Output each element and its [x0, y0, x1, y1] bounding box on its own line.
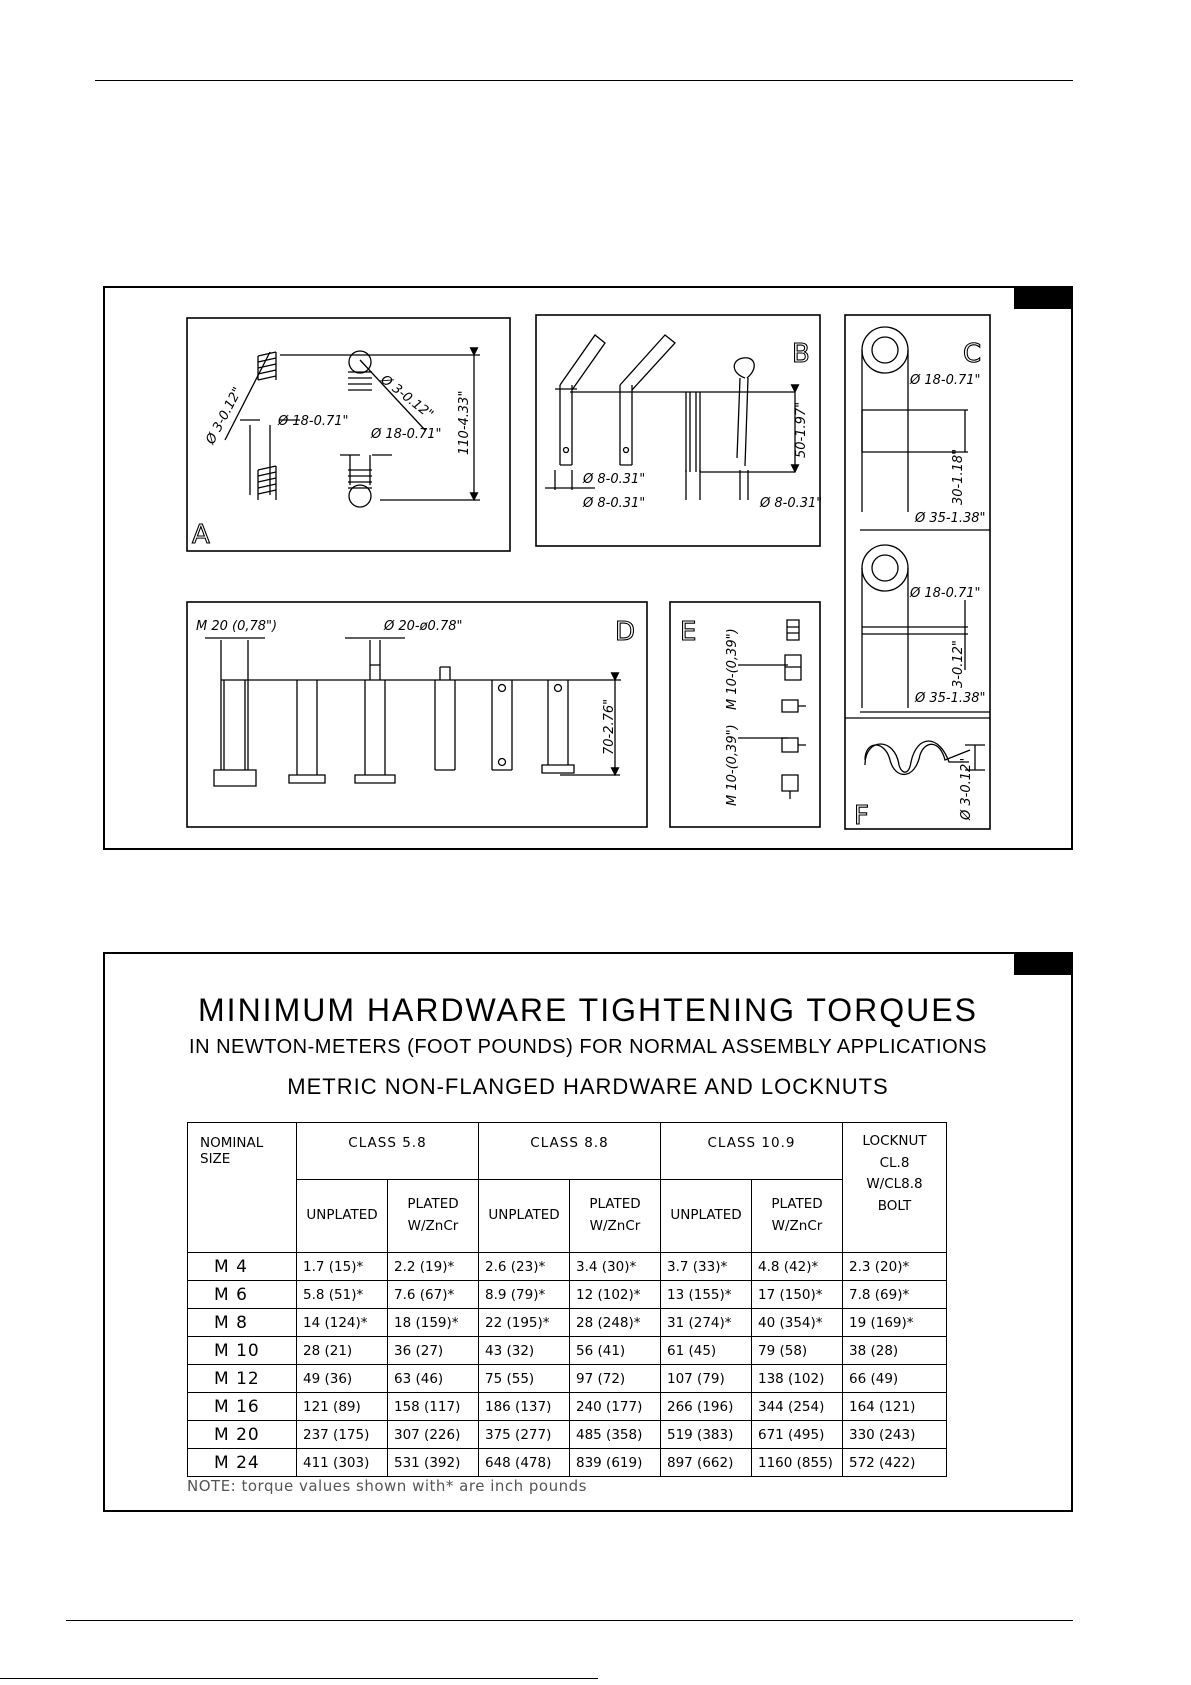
header-unplated: UNPLATED — [297, 1180, 388, 1253]
panel-letter-d: D — [615, 617, 636, 647]
dimension-label: Ø 35-1.38" — [915, 691, 986, 706]
torque-value-cell: 531 (392) — [388, 1449, 479, 1477]
header-locknut: LOCKNUT CL.8 W/CL8.8 BOLT — [843, 1123, 947, 1253]
dimension-label: 110-4.33" — [457, 390, 472, 455]
torque-value-cell: 7.8 (69)* — [843, 1281, 947, 1309]
dimension-label: 70-2.76" — [602, 698, 617, 755]
locknut-icon — [782, 700, 806, 799]
torque-table — [187, 1122, 947, 1477]
torque-value-cell: 8.9 (79)* — [479, 1281, 570, 1309]
panel-letter-b: B — [792, 339, 810, 369]
dimension-label: M 10-(0,39") — [725, 628, 740, 710]
torque-value-cell: 79 (58) — [752, 1337, 843, 1365]
torque-value-cell: 19 (169)* — [843, 1309, 947, 1337]
torque-value-cell: 3.7 (33)* — [661, 1253, 752, 1281]
dimension-label: Ø 8-0.31" — [583, 496, 646, 511]
table-row — [188, 1421, 947, 1449]
pin-icon — [435, 667, 455, 770]
torque-value-cell: 375 (277) — [479, 1421, 570, 1449]
torque-value-cell: 330 (243) — [843, 1421, 947, 1449]
dimension-label: Ø 3-0.12" — [377, 372, 436, 423]
torque-value-cell: 138 (102) — [752, 1365, 843, 1393]
torque-value-cell: 13 (155)* — [661, 1281, 752, 1309]
torque-value-cell: 40 (354)* — [752, 1309, 843, 1337]
header-class-10-9: CLASS 10.9 — [661, 1123, 843, 1180]
torque-value-cell: 43 (32) — [479, 1337, 570, 1365]
size-cell: M 8 — [188, 1309, 297, 1337]
torque-value-cell: 1160 (855) — [752, 1449, 843, 1477]
dimension-label: Ø 3-0.12" — [959, 757, 974, 820]
torque-value-cell: 107 (79) — [661, 1365, 752, 1393]
size-cell: M 16 — [188, 1393, 297, 1421]
torque-value-cell: 572 (422) — [843, 1449, 947, 1477]
table-row — [188, 1365, 947, 1393]
torque-value-cell: 66 (49) — [843, 1365, 947, 1393]
size-cell: M 4 — [188, 1253, 297, 1281]
torque-value-cell: 839 (619) — [570, 1449, 661, 1477]
panel-letter-f: F — [854, 801, 869, 831]
torque-value-cell: 63 (46) — [388, 1365, 479, 1393]
torque-value-cell: 158 (117) — [388, 1393, 479, 1421]
bent-pin-icon — [555, 335, 605, 465]
torque-value-cell: 648 (478) — [479, 1449, 570, 1477]
dimension-label: Ø 35-1.38" — [915, 511, 986, 526]
torque-note: NOTE: torque values shown with* are inch pounds — [187, 1477, 587, 1495]
dimension-label: Ø 8-0.31" — [760, 496, 823, 511]
torque-value-cell: 38 (28) — [843, 1337, 947, 1365]
torque-value-cell: 28 (21) — [297, 1337, 388, 1365]
torque-value-cell: 266 (196) — [661, 1393, 752, 1421]
torque-value-cell: 12 (102)* — [570, 1281, 661, 1309]
header-plated: PLATED W/ZnCr — [752, 1180, 843, 1253]
torque-subtitle-units: IN NEWTON-METERS (FOOT POUNDS) FOR NORMAL ASSEMBLY APPLICATIONS — [189, 1036, 987, 1058]
sleeve-icon — [492, 680, 512, 770]
size-cell: M 6 — [188, 1281, 297, 1309]
table-row — [188, 1393, 947, 1421]
torque-value-cell: 2.3 (20)* — [843, 1253, 947, 1281]
dimension-label: M 20 (0,78") — [196, 619, 278, 634]
torque-value-cell: 240 (177) — [570, 1393, 661, 1421]
dimension-label: Ø 20-ø0.78" — [384, 619, 463, 634]
torque-value-cell: 31 (274)* — [661, 1309, 752, 1337]
dimension-label: 3-0.12" — [951, 640, 966, 688]
header-unplated: UNPLATED — [661, 1180, 752, 1253]
torque-title: MINIMUM HARDWARE TIGHTENING TORQUES — [198, 992, 978, 1028]
torque-value-cell: 18 (159)* — [388, 1309, 479, 1337]
spring-icon — [348, 351, 372, 507]
torque-value-cell: 1.7 (15)* — [297, 1253, 388, 1281]
straight-pin-icon — [686, 392, 700, 472]
torque-value-cell: 519 (383) — [661, 1421, 752, 1449]
table-row — [188, 1253, 947, 1281]
dimension-label: Ø 18-0.71" — [910, 373, 981, 388]
torque-value-cell: 411 (303) — [297, 1449, 388, 1477]
panel-letter-a: A — [192, 520, 210, 550]
panel-d — [187, 602, 647, 827]
torque-value-cell: 22 (195)* — [479, 1309, 570, 1337]
size-cell: M 10 — [188, 1337, 297, 1365]
torque-value-cell: 49 (36) — [297, 1365, 388, 1393]
header-unplated: UNPLATED — [479, 1180, 570, 1253]
torque-value-cell: 2.2 (19)* — [388, 1253, 479, 1281]
torque-value-cell: 164 (121) — [843, 1393, 947, 1421]
torque-value-cell: 186 (137) — [479, 1393, 570, 1421]
table-row — [188, 1309, 947, 1337]
torque-value-cell: 56 (41) — [570, 1337, 661, 1365]
nut-icon — [785, 620, 801, 680]
torque-value-cell: 17 (150)* — [752, 1281, 843, 1309]
dimension-label: Ø 3-0.12" — [203, 384, 246, 447]
panel-letter-c: C — [963, 339, 982, 369]
cotter-pin-icon — [734, 358, 754, 466]
torque-value-cell: 75 (55) — [479, 1365, 570, 1393]
header-class-8-8: CLASS 8.8 — [479, 1123, 661, 1180]
torque-value-cell: 307 (226) — [388, 1421, 479, 1449]
torque-table-frame — [103, 952, 1073, 1512]
torque-value-cell: 344 (254) — [752, 1393, 843, 1421]
bolt-icon — [214, 680, 256, 786]
panel-letter-e: E — [680, 617, 697, 647]
torque-value-cell: 7.6 (67)* — [388, 1281, 479, 1309]
torque-value-cell: 28 (248)* — [570, 1309, 661, 1337]
hair-pin-clip-icon — [865, 741, 970, 774]
torque-subtitle-hardware: METRIC NON-FLANGED HARDWARE AND LOCKNUTS — [287, 1074, 889, 1099]
dimension-label: Ø 18-0.71" — [371, 427, 442, 442]
dimension-label: Ø 18-0.71" — [910, 586, 981, 601]
torque-value-cell: 2.6 (23)* — [479, 1253, 570, 1281]
torque-value-cell: 671 (495) — [752, 1421, 843, 1449]
dimension-label: 30-1.18" — [951, 448, 966, 505]
torque-value-cell: 4.8 (42)* — [752, 1253, 843, 1281]
torque-value-cell: 897 (662) — [661, 1449, 752, 1477]
table-row — [188, 1449, 947, 1477]
dimension-label: 50-1.97" — [794, 401, 809, 458]
bent-pin-icon — [620, 335, 675, 465]
dimension-label: Ø 18-0.71" — [278, 414, 349, 429]
header-plated: PLATED W/ZnCr — [570, 1180, 661, 1253]
clevis-pin-icon — [862, 327, 908, 512]
torque-value-cell: 3.4 (30)* — [570, 1253, 661, 1281]
dimension-label: M 10-(0,39") — [725, 724, 740, 806]
table-row — [188, 1337, 947, 1365]
panel-b — [536, 315, 823, 546]
torque-value-cell: 97 (72) — [570, 1365, 661, 1393]
torque-value-cell: 485 (358) — [570, 1421, 661, 1449]
washer-icon — [862, 545, 908, 708]
spacer-icon — [289, 680, 325, 783]
stud-icon — [355, 665, 395, 783]
torque-value-cell: 36 (27) — [388, 1337, 479, 1365]
sleeve-icon — [542, 680, 574, 773]
torque-value-cell: 237 (175) — [297, 1421, 388, 1449]
spring-icon — [258, 352, 276, 500]
size-cell: M 12 — [188, 1365, 297, 1393]
header-nominal-size: NOMINAL SIZE — [188, 1123, 297, 1253]
header-class-5-8: CLASS 5.8 — [297, 1123, 479, 1180]
table-row — [188, 1281, 947, 1309]
section-tab-torque — [1014, 953, 1072, 975]
size-cell: M 24 — [188, 1449, 297, 1477]
size-cell: M 20 — [188, 1421, 297, 1449]
dimension-label: Ø 8-0.31" — [583, 472, 646, 487]
header-plated: PLATED W/ZnCr — [388, 1180, 479, 1253]
torque-value-cell: 61 (45) — [661, 1337, 752, 1365]
torque-value-cell: 14 (124)* — [297, 1309, 388, 1337]
torque-value-cell: 5.8 (51)* — [297, 1281, 388, 1309]
torque-value-cell: 121 (89) — [297, 1393, 388, 1421]
